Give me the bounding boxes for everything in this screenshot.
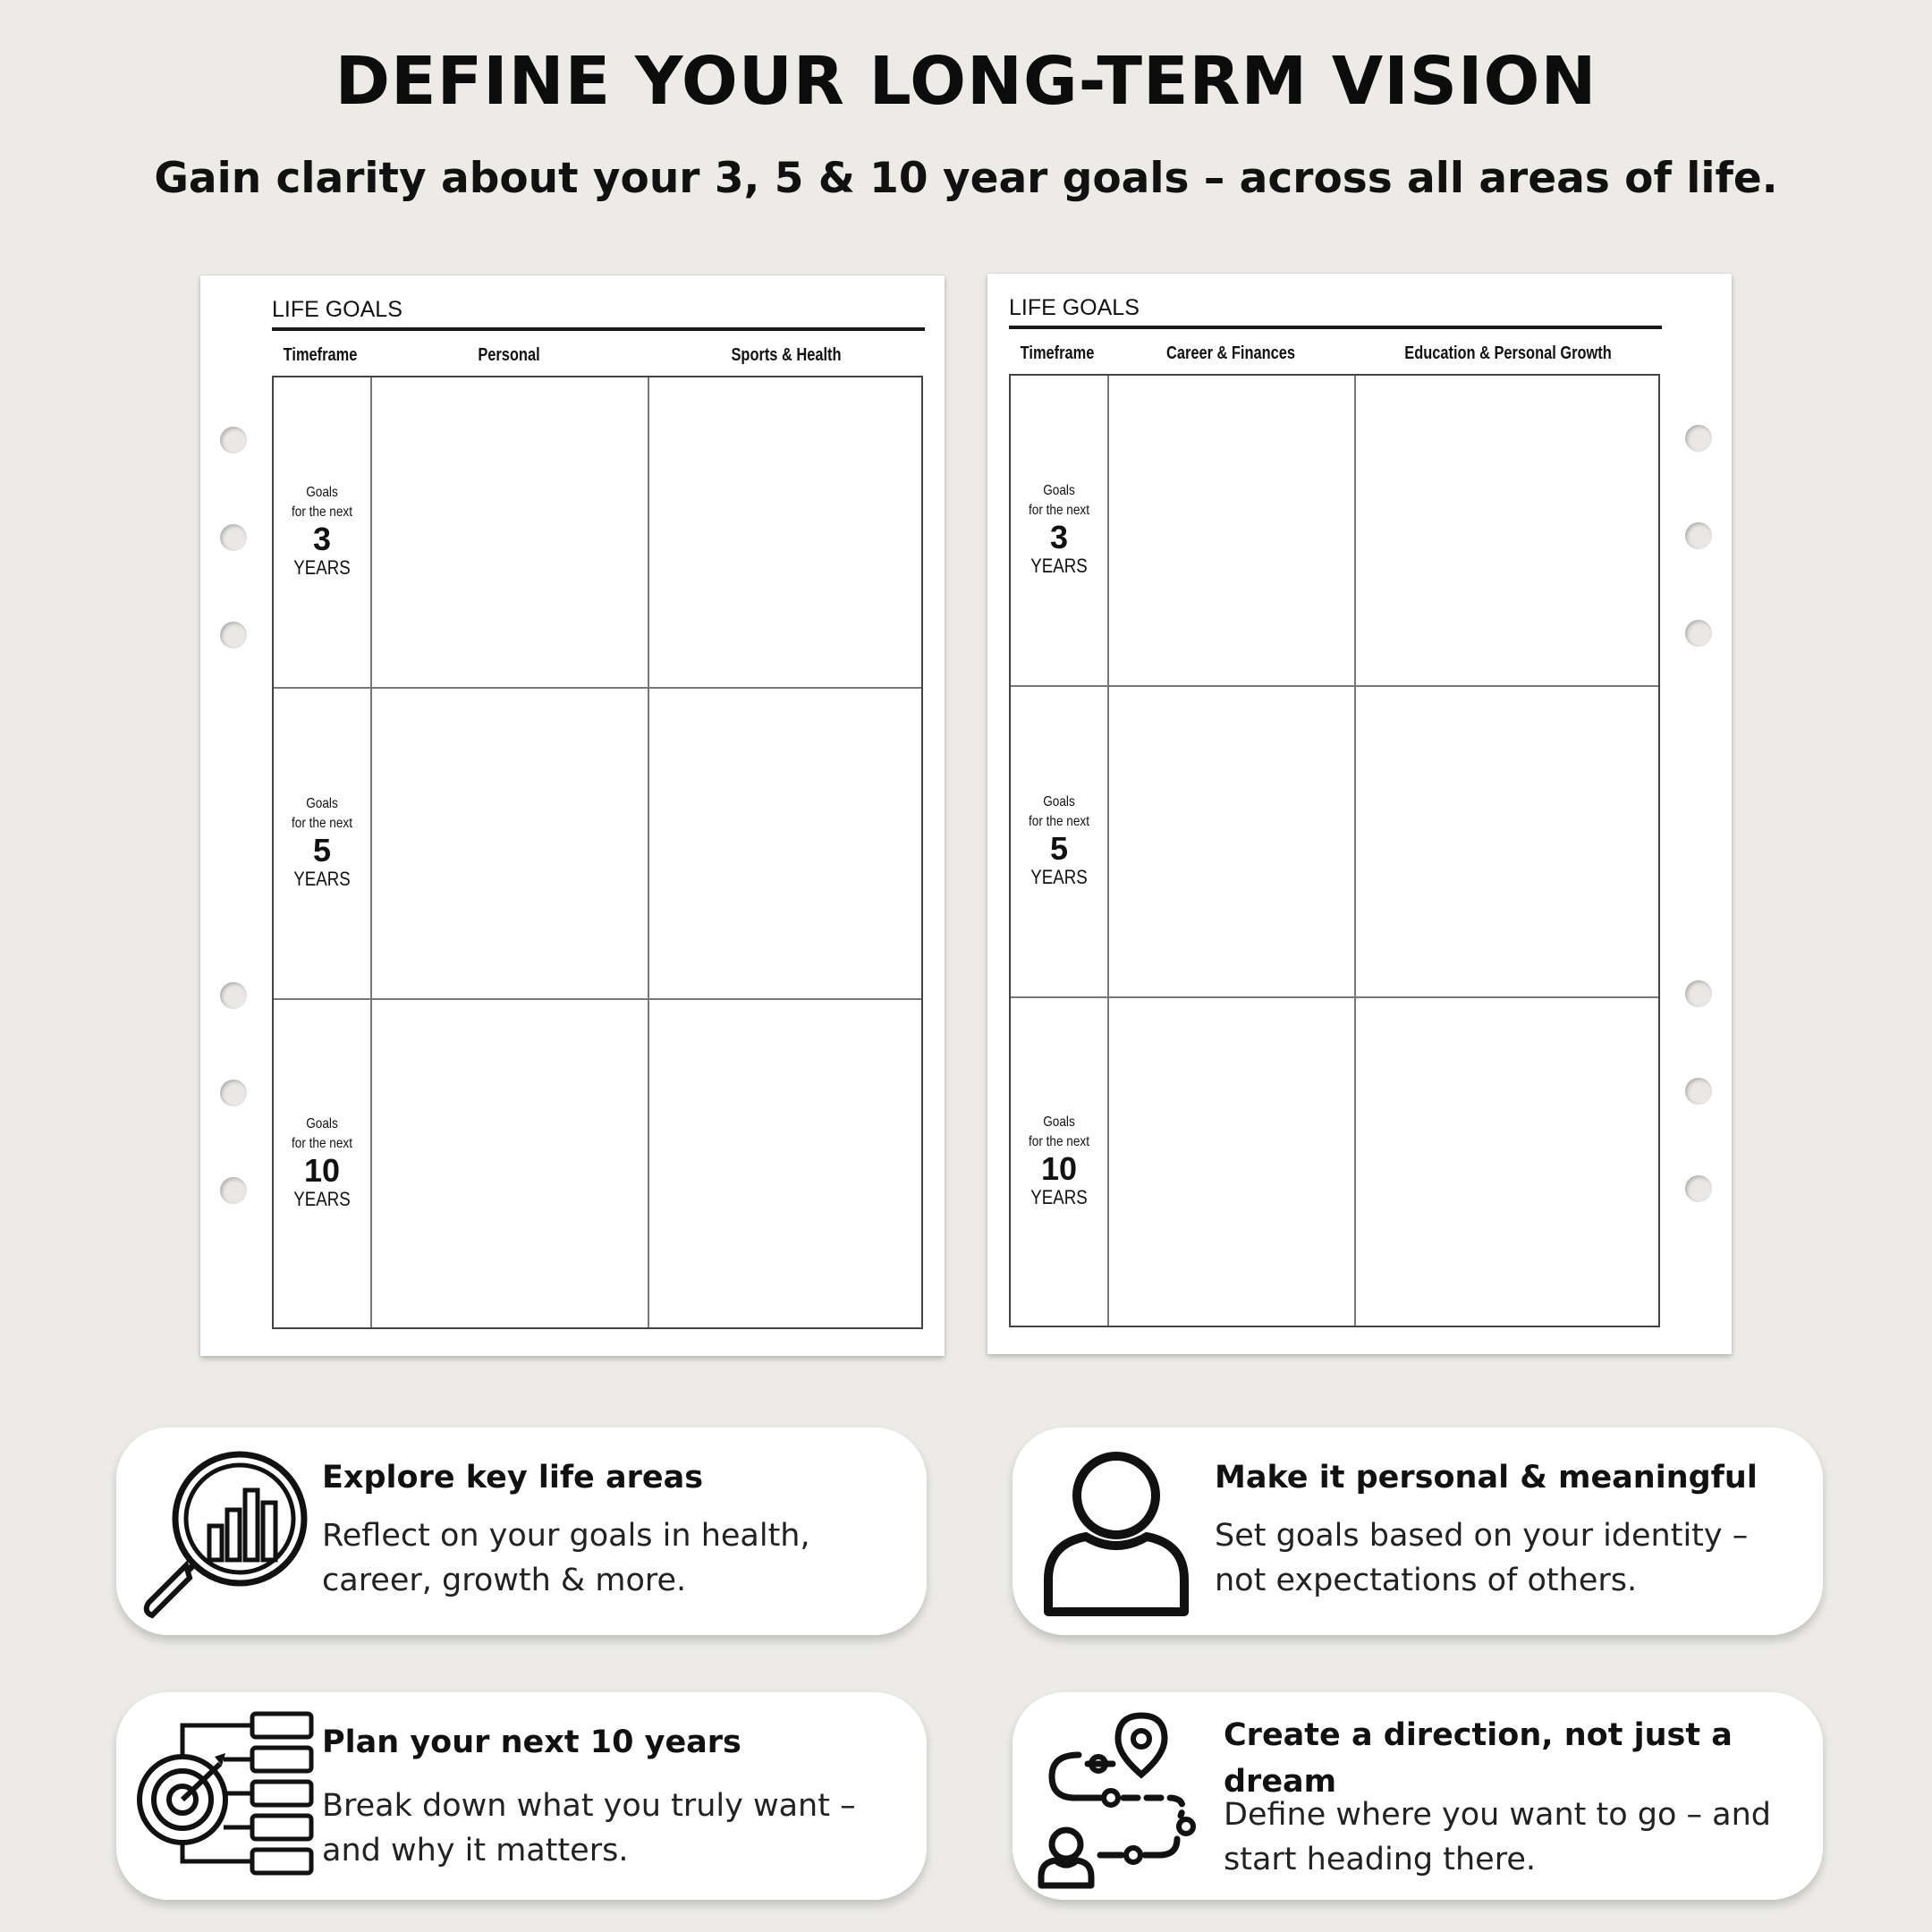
binder-hole (220, 982, 247, 1009)
page-title: DEFINE YOUR LONG-TERM VISION (335, 43, 1597, 120)
sheet-title: LIFE GOALS (1009, 295, 1140, 320)
feature-text: not expectations of others. (1215, 1563, 1638, 1598)
feature-text: start heading there. (1224, 1842, 1536, 1877)
binder-hole (1685, 620, 1712, 647)
title-rule (1009, 326, 1662, 329)
column-header-timeframe: Timeframe (283, 345, 358, 365)
goals-grid (1009, 374, 1660, 1327)
binder-hole (1685, 1175, 1712, 1202)
column-header-personal: Personal (478, 345, 540, 365)
feature-text: Reflect on your goals in health, (322, 1518, 810, 1554)
feature-title: Explore key life areas (322, 1460, 704, 1496)
binder-hole (1685, 522, 1712, 549)
timeframe-3-years: Goals for the next 3 YEARS (291, 485, 353, 579)
route-direction-icon (1034, 1712, 1213, 1891)
binder-hole (1685, 425, 1712, 452)
feature-title: Plan your next 10 years (322, 1724, 741, 1760)
binder-hole (1685, 980, 1712, 1007)
binder-hole (220, 622, 247, 648)
binder-hole (220, 427, 247, 453)
feature-text: Break down what you truly want – (322, 1788, 856, 1824)
sheet-title: LIFE GOALS (272, 297, 402, 322)
column-header-career-finances: Career & Finances (1165, 343, 1296, 363)
person-icon (1039, 1445, 1193, 1621)
feature-text: career, growth & more. (322, 1563, 687, 1598)
magnifier-chart-icon (131, 1440, 318, 1628)
feature-card-plan (116, 1692, 927, 1900)
planner-sheet-right (987, 274, 1732, 1354)
binder-hole (1685, 1078, 1712, 1105)
feature-title: Make it personal & meaningful (1215, 1460, 1758, 1496)
feature-text: Define where you want to go – and (1224, 1797, 1772, 1833)
column-header-sports-health: Sports & Health (731, 345, 842, 365)
column-header-timeframe: Timeframe (1020, 343, 1095, 363)
page-subtitle: Gain clarity about your 3, 5 & 10 year goals – across all areas of life. (154, 154, 1778, 203)
binder-hole (220, 1177, 247, 1204)
timeframe-3-years: Goals for the next 3 YEARS (1028, 483, 1090, 577)
timeframe-5-years: Goals for the next 5 YEARS (291, 796, 353, 890)
feature-title: Create a direction, not just a (1224, 1717, 1733, 1753)
goals-grid (272, 376, 923, 1329)
binder-hole (220, 1080, 247, 1106)
feature-title: dream (1224, 1764, 1337, 1800)
timeframe-5-years: Goals for the next 5 YEARS (1028, 794, 1090, 888)
planner-sheet-left (200, 275, 945, 1356)
title-rule (272, 327, 925, 331)
binder-hole (220, 524, 247, 551)
timeframe-10-years: Goals for the next 10 YEARS (291, 1116, 353, 1210)
feature-text: Set goals based on your identity – (1215, 1518, 1749, 1554)
feature-text: and why it matters. (322, 1833, 629, 1868)
feature-card-explore (116, 1428, 927, 1635)
timeframe-10-years: Goals for the next 10 YEARS (1028, 1114, 1090, 1208)
feature-card-personal (1013, 1428, 1823, 1635)
feature-card-direction (1013, 1692, 1823, 1900)
target-plan-icon (134, 1710, 331, 1889)
column-header-education-growth: Education & Personal Growth (1404, 343, 1612, 363)
